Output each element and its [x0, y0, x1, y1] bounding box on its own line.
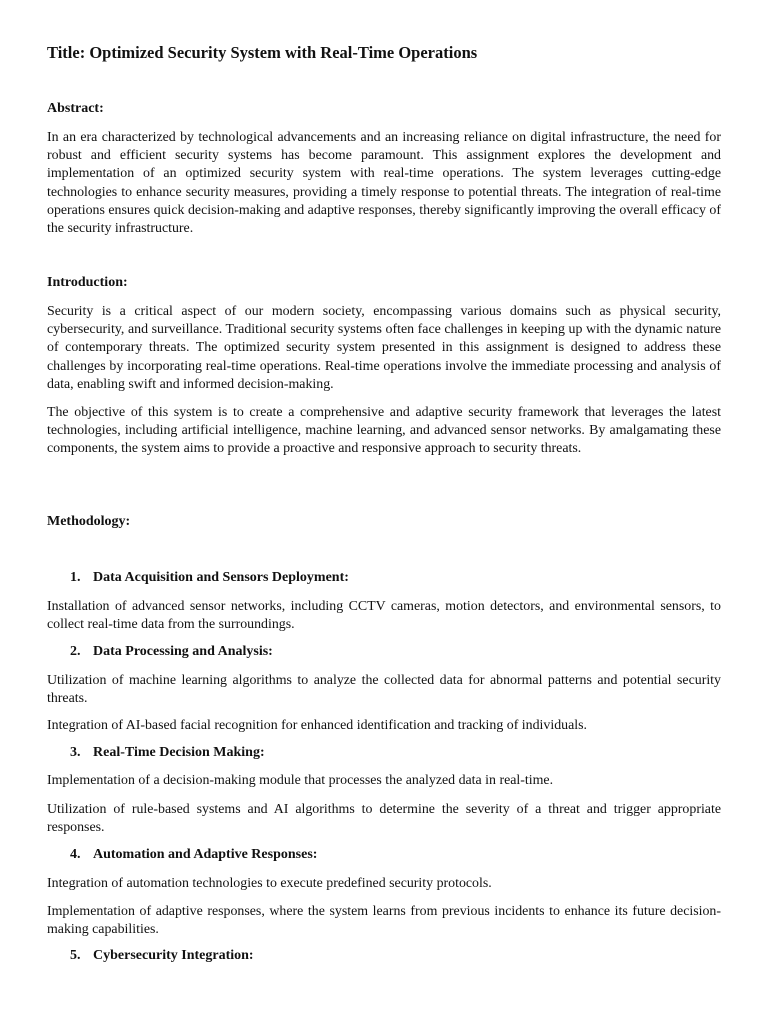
methodology-item-2-heading: [70, 644, 273, 660]
introduction-heading: Introduction:: [47, 275, 128, 290]
methodology-item-4-paragraph-2: Implementation of adaptive responses, where the system learns from previous incidents to enhance its future decision-making capabilities.: [47, 904, 721, 938]
abstract-heading: Abstract:: [47, 101, 104, 116]
methodology-item-3-heading: [70, 745, 265, 761]
list-number: 5.: [70, 948, 81, 963]
methodology-item-3-paragraph-2: Utilization of rule-based systems and AI algorithms to determine the severity of a threat and trigger appropriate responses.: [47, 802, 721, 836]
list-number: 2.: [70, 644, 81, 659]
introduction-paragraph-1: Security is a critical aspect of our modern society, encompassing various domains such as physical security, cybersecurity, and surveillance. Traditional security systems often face challenges in keeping up with the dynamic nature of contemporary threats. The optimized security system presented in this assignment is designed to address these challenges by incorporating real-time operations. Real-time operations involve the immediate processing and analysis of data, enabling swift and informed decision-making.: [47, 304, 721, 392]
list-heading-text: Data Acquisition and Sensors Deployment:: [93, 570, 349, 585]
list-heading-text: Real-Time Decision Making:: [93, 745, 265, 760]
list-number: 3.: [70, 745, 81, 760]
methodology-item-2-paragraph-1: Utilization of machine learning algorithms to analyze the collected data for abnormal patterns and potential security threats.: [47, 673, 721, 707]
list-heading-text: Data Processing and Analysis:: [93, 644, 273, 659]
list-number: 4.: [70, 847, 81, 862]
methodology-item-2-paragraph-2: Integration of AI-based facial recognition for enhanced identification and tracking of individuals.: [47, 718, 587, 733]
methodology-item-5-heading: [70, 948, 254, 964]
methodology-item-4-heading: [70, 847, 317, 863]
methodology-item-3-paragraph-1: Implementation of a decision-making module that processes the analyzed data in real-time.: [47, 773, 554, 788]
document-title: Title: Optimized Security System with Real-Time Operations: [47, 43, 478, 62]
list-number: 1.: [70, 570, 81, 585]
methodology-heading: Methodology:: [47, 514, 131, 529]
abstract-paragraph: In an era characterized by technological advancements and an increasing reliance on digital infrastructure, the need for robust and efficient security systems has become paramount. This assignment explores the development and implementation of an optimized security system with real-time operations. The system leverages cutting-edge technologies to enhance security measures, providing a timely response to potential threats. The integration of real-time operations ensures quick decision-making and adaptive responses, thereby significantly improving the overall efficacy of the security infrastructure.: [47, 130, 721, 237]
introduction-paragraph-2: The objective of this system is to create a comprehensive and adaptive security framework that leverages the latest technologies, including artificial intelligence, machine learning, and advanced sensor networks. By amalgamating these components, the system aims to provide a proactive and responsive approach to security threats.: [47, 405, 721, 457]
list-heading-text: Cybersecurity Integration:: [93, 948, 254, 963]
methodology-item-4-paragraph-1: Integration of automation technologies to execute predefined security protocols.: [47, 876, 492, 891]
list-heading-text: Automation and Adaptive Responses:: [93, 847, 318, 862]
methodology-item-1-paragraph: Installation of advanced sensor networks, including CCTV cameras, motion detectors, and environmental sensors, to collect real-time data from the surroundings.: [47, 599, 721, 633]
methodology-item-1-heading: [70, 570, 349, 586]
